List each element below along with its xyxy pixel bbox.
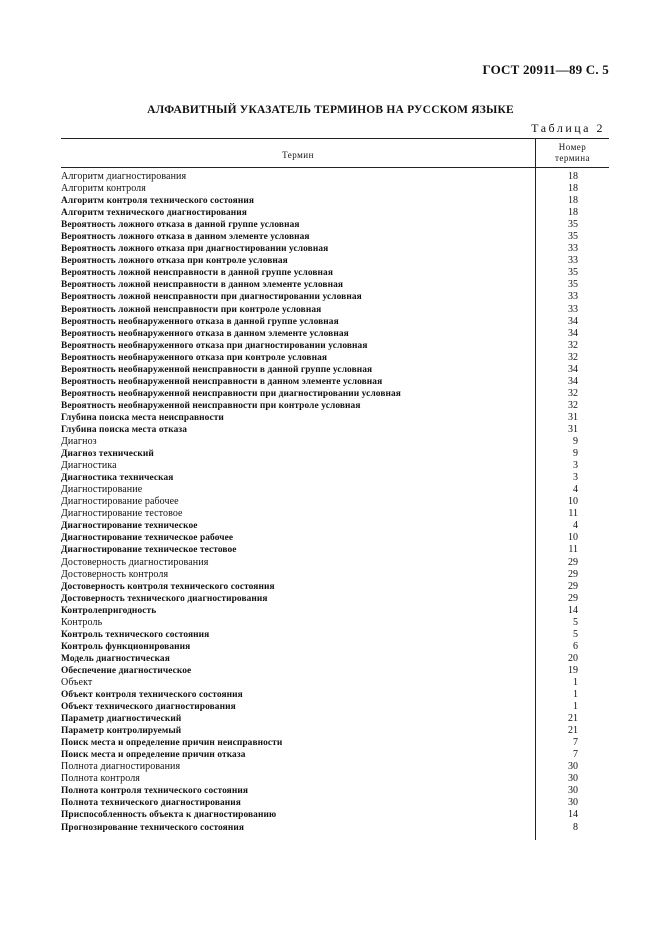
- term-cell: Диагностирование рабочее: [61, 496, 179, 508]
- term-cell: Вероятность необнаруженного отказа в данном элементе условная: [61, 328, 349, 339]
- table-row: [61, 304, 609, 316]
- table-row: [61, 231, 609, 243]
- term-number-cell: 34: [568, 375, 578, 387]
- term-number-cell: 33: [568, 255, 578, 267]
- term-number-cell: 34: [568, 363, 578, 375]
- term-number-cell: 35: [568, 267, 578, 279]
- term-number-cell: 18: [568, 207, 578, 219]
- table-row: [61, 291, 609, 303]
- term-number-cell: 29: [568, 580, 578, 592]
- term-number-cell: 1: [573, 689, 578, 701]
- table-row: [61, 255, 609, 267]
- term-cell: Вероятность ложной неисправности при контроле условная: [61, 304, 322, 315]
- term-cell: Вероятность ложного отказа при диагностировании условная: [61, 244, 329, 255]
- table-row: [61, 472, 609, 484]
- term-cell: Вероятность необнаруженного отказа при диагностировании условная: [61, 340, 368, 351]
- table-row: [61, 424, 609, 436]
- term-number-cell: 31: [568, 411, 578, 423]
- table-row: [61, 484, 609, 496]
- term-number-cell: 33: [568, 291, 578, 303]
- term-number-cell: 21: [568, 725, 578, 737]
- term-number-cell: 29: [568, 592, 578, 604]
- term-cell: Глубина поиска места неисправности: [61, 412, 224, 423]
- term-cell: Вероятность ложного отказа при контроле условная: [61, 256, 288, 267]
- term-number-cell: 11: [568, 544, 578, 556]
- term-number-cell: 9: [573, 448, 578, 460]
- column-header-number: [536, 142, 609, 164]
- table-row: [61, 617, 609, 629]
- table-row: [61, 436, 609, 448]
- term-number-cell: 9: [573, 436, 578, 448]
- term-number-cell: 32: [568, 387, 578, 399]
- term-number-cell: 3: [573, 460, 578, 472]
- term-number-cell: 33: [568, 303, 578, 315]
- table-row: [61, 822, 609, 834]
- term-number-cell: 10: [568, 532, 578, 544]
- term-cell: Диагностика: [61, 460, 117, 472]
- term-cell: Диагностирование техническое тестовое: [61, 545, 237, 556]
- term-number-cell: 34: [568, 315, 578, 327]
- table-row: [61, 328, 609, 340]
- table-row: [61, 809, 609, 821]
- term-cell: Вероятность ложной неисправности в данном элементе условная: [61, 280, 344, 291]
- term-number-cell: 11: [568, 508, 578, 520]
- term-cell: Полнота диагностирования: [61, 761, 181, 773]
- term-cell: Вероятность ложной неисправности при диагностировании условная: [61, 292, 362, 303]
- term-number-cell: 29: [568, 556, 578, 568]
- table-row: [61, 207, 609, 219]
- term-number-cell: 8: [573, 821, 578, 833]
- table-row: [61, 388, 609, 400]
- term-number-cell: 32: [568, 351, 578, 363]
- table-row: [61, 725, 609, 737]
- table-row: [61, 629, 609, 641]
- term-number-cell: 1: [573, 676, 578, 688]
- term-number-cell: 5: [573, 616, 578, 628]
- table-row: [61, 183, 609, 195]
- term-number-cell: 7: [573, 749, 578, 761]
- term-cell: Контроль функционирования: [61, 641, 191, 652]
- term-cell: Полнота технического диагностирования: [61, 798, 241, 809]
- term-number-cell: 30: [568, 773, 578, 785]
- table-row: [61, 581, 609, 593]
- table-top-rule: [61, 138, 609, 139]
- table-row: [61, 773, 609, 785]
- table-row: [61, 316, 609, 328]
- term-cell: Вероятность ложного отказа в данной группе условная: [61, 220, 300, 231]
- term-number-cell: 6: [573, 640, 578, 652]
- table-row: [61, 376, 609, 388]
- term-cell: Приспособленность объекта к диагностированию: [61, 810, 277, 821]
- table-row: [61, 448, 609, 460]
- page-header: ГОСТ 20911—89 С. 5: [482, 62, 609, 77]
- term-cell: Диагноз: [61, 436, 97, 448]
- table-row: [61, 243, 609, 255]
- table-row: [61, 364, 609, 376]
- term-number-cell: 30: [568, 785, 578, 797]
- column-header-number-line1: Номер: [558, 142, 587, 152]
- table-row: [61, 569, 609, 581]
- term-cell: Достоверность диагностирования: [61, 556, 209, 568]
- table-row: [61, 460, 609, 472]
- table-header-rule: [61, 167, 609, 168]
- table-row: [61, 797, 609, 809]
- term-cell: Контролепригодность: [61, 605, 157, 616]
- term-number-cell: 7: [573, 737, 578, 749]
- term-cell: Вероятность ложной неисправности в данной группе условная: [61, 268, 334, 279]
- term-cell: Вероятность необнаруженной неисправности при контроле условная: [61, 400, 361, 411]
- term-cell: Поиск места и определение причин неисправности: [61, 738, 283, 749]
- terms-table: [61, 138, 609, 848]
- table-row: [61, 653, 609, 665]
- term-number-cell: 18: [568, 195, 578, 207]
- term-cell: Достоверность контроля: [61, 568, 169, 580]
- term-cell: Вероятность необнаруженной неисправности в данном элементе условная: [61, 376, 383, 387]
- term-number-cell: 4: [573, 520, 578, 532]
- table-row: [61, 713, 609, 725]
- table-row: [61, 532, 609, 544]
- term-number-cell: 5: [573, 628, 578, 640]
- term-cell: Объект технического диагностирования: [61, 702, 236, 713]
- column-header-term: Термин: [282, 150, 314, 160]
- term-number-cell: 32: [568, 339, 578, 351]
- term-cell: Полнота контроля: [61, 773, 140, 785]
- table-row: [61, 641, 609, 653]
- term-number-cell: 30: [568, 761, 578, 773]
- table-row: [61, 267, 609, 279]
- term-cell: Контроль: [61, 616, 103, 628]
- table-row: [61, 737, 609, 749]
- table-row: [61, 219, 609, 231]
- table-row: [61, 557, 609, 569]
- term-number-cell: 29: [568, 568, 578, 580]
- table-row: [61, 496, 609, 508]
- term-number-cell: 34: [568, 327, 578, 339]
- term-number-cell: 20: [568, 652, 578, 664]
- term-cell: Достоверность технического диагностирования: [61, 593, 268, 604]
- table-row: [61, 400, 609, 412]
- term-cell: Вероятность необнаруженного отказа при контроле условная: [61, 352, 328, 363]
- term-cell: Диагностирование техническое: [61, 521, 198, 532]
- table-row: [61, 520, 609, 532]
- table-body: [61, 171, 609, 834]
- term-cell: Полнота контроля технического состояния: [61, 786, 249, 797]
- term-number-cell: 35: [568, 219, 578, 231]
- term-cell: Алгоритм контроля технического состояния: [61, 196, 254, 207]
- table-row: [61, 749, 609, 761]
- table-row: [61, 279, 609, 291]
- term-number-cell: 32: [568, 399, 578, 411]
- term-cell: Обеспечение диагностическое: [61, 665, 192, 676]
- term-cell: Диагностика техническая: [61, 473, 174, 484]
- term-cell: Алгоритм контроля: [61, 183, 146, 195]
- table-row: [61, 665, 609, 677]
- table-row: [61, 701, 609, 713]
- table-row: [61, 689, 609, 701]
- term-number-cell: 18: [568, 171, 578, 182]
- term-cell: Алгоритм диагностирования: [61, 171, 187, 182]
- term-number-cell: 33: [568, 243, 578, 255]
- term-number-cell: 14: [568, 604, 578, 616]
- term-cell: Параметр диагностический: [61, 714, 182, 725]
- table-row: [61, 508, 609, 520]
- term-cell: Вероятность необнаруженной неисправности при диагностировании условная: [61, 388, 401, 399]
- term-number-cell: 10: [568, 496, 578, 508]
- table-caption: Таблица 2: [531, 121, 605, 135]
- term-cell: Параметр контролируемый: [61, 726, 182, 737]
- term-cell: Вероятность необнаруженной неисправности в данной группе условная: [61, 364, 373, 375]
- table-row: [61, 352, 609, 364]
- table-row: [61, 593, 609, 605]
- term-number-cell: 14: [568, 809, 578, 821]
- term-cell: Вероятность ложного отказа в данном элементе условная: [61, 232, 310, 243]
- term-number-cell: 1: [573, 701, 578, 713]
- term-number-cell: 35: [568, 231, 578, 243]
- term-number-cell: 4: [573, 484, 578, 496]
- term-number-cell: 19: [568, 664, 578, 676]
- term-cell: Вероятность необнаруженного отказа в данной группе условная: [61, 316, 339, 327]
- table-row: [61, 195, 609, 207]
- table-row: [61, 171, 609, 183]
- term-cell: Диагностирование: [61, 484, 143, 496]
- term-cell: Диагностирование техническое рабочее: [61, 533, 234, 544]
- term-cell: Диагностирование тестовое: [61, 508, 183, 520]
- term-number-cell: 31: [568, 423, 578, 435]
- column-header-number-line2: термина: [554, 153, 591, 163]
- term-number-cell: 35: [568, 279, 578, 291]
- term-number-cell: 3: [573, 472, 578, 484]
- term-cell: Объект: [61, 676, 93, 688]
- term-cell: Объект контроля технического состояния: [61, 690, 243, 701]
- document-title: АЛФАВИТНЫЙ УКАЗАТЕЛЬ ТЕРМИНОВ НА РУССКОМ ЯЗЫКЕ: [147, 104, 514, 116]
- term-cell: Прогнозирование технического состояния: [61, 822, 244, 833]
- table-row: [61, 605, 609, 617]
- term-cell: Диагноз технический: [61, 449, 154, 460]
- term-cell: Достоверность контроля технического состояния: [61, 581, 275, 592]
- term-number-cell: 21: [568, 713, 578, 725]
- table-row: [61, 785, 609, 797]
- table-row: [61, 340, 609, 352]
- term-cell: Поиск места и определение причин отказа: [61, 750, 246, 761]
- term-cell: Глубина поиска места отказа: [61, 424, 188, 435]
- table-row: [61, 761, 609, 773]
- term-cell: Контроль технического состояния: [61, 629, 210, 640]
- table-row: [61, 544, 609, 556]
- term-cell: Модель диагностическая: [61, 653, 170, 664]
- table-row: [61, 677, 609, 689]
- term-number-cell: 30: [568, 797, 578, 809]
- table-row: [61, 412, 609, 424]
- term-cell: Алгоритм технического диагностирования: [61, 208, 247, 219]
- term-number-cell: 18: [568, 183, 578, 195]
